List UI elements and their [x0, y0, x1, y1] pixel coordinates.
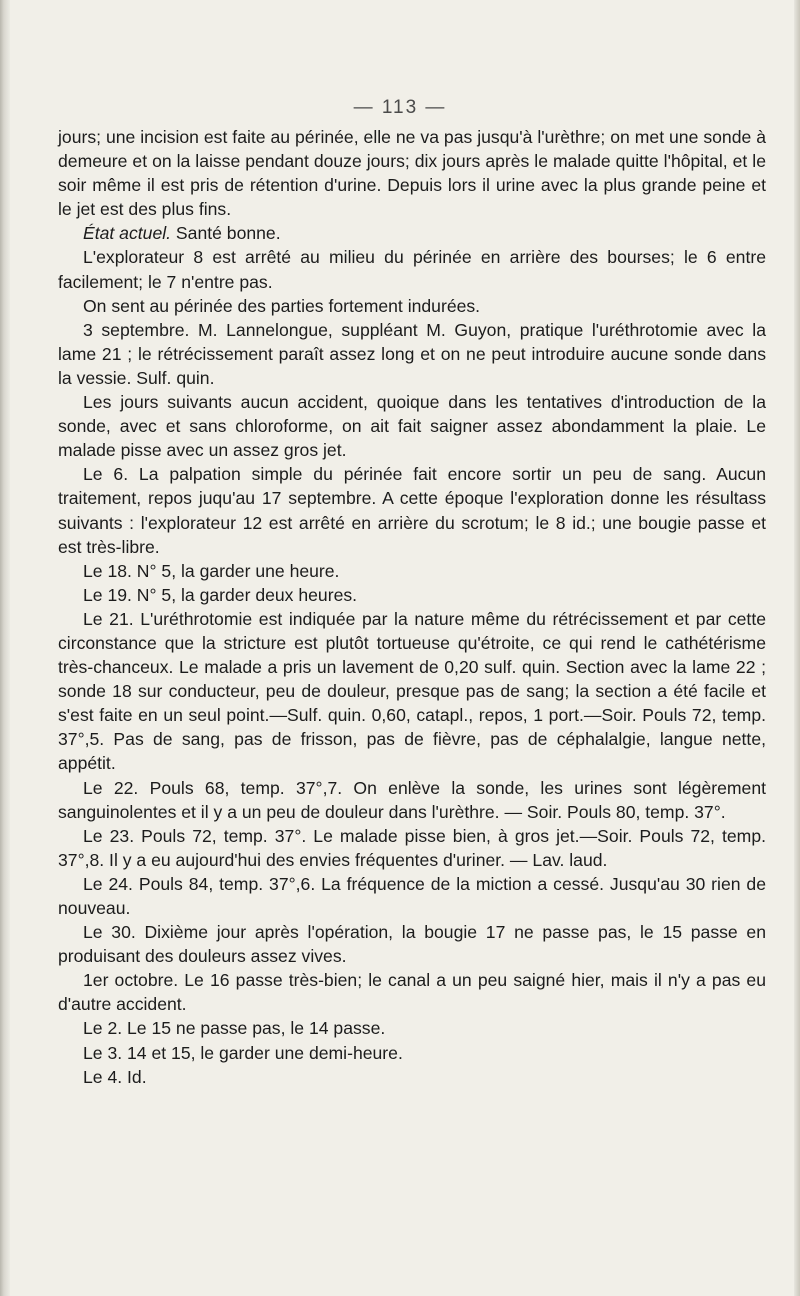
paragraph: Les jours suivants aucun accident, quoique dans les tentatives d'introduction de la sonde, avec et sans chloroforme, on ait fait saigner assez abondamment la plaie. Le malade pisse avec un assez gros jet.	[58, 392, 766, 461]
paragraph	[58, 221, 766, 245]
page-outer-edge	[794, 0, 800, 1296]
paragraph: Le 19. N° 5, la garder deux heures.	[83, 584, 358, 605]
paragraph: Le 2. Le 15 ne passe pas, le 14 passe.	[83, 1018, 386, 1039]
paragraph: 3 septembre. M. Lannelongue, suppléant M. Guyon, pratique l'uréthrotomie avec la lame 21 ; le rétrécissement paraît assez long et on ne peut introduire aucune sonde dans la vessie. Sulf. quin.	[58, 319, 766, 388]
paragraph: L'explorateur 8 est arrêté au milieu du périnée en arrière des bourses; le 6 entre facilement; le 7 n'entre pas.	[58, 247, 766, 292]
paragraph: Le 21. L'uréthrotomie est indiquée par la nature même du rétrécissement et par cette circonstance que la stricture est plutôt tortueuse qu'étroite, ce qui rend le cathétérisme très-chanceux. Le malade a pris un lavement de 0,20 sulf. quin. Section avec la lame 22 ; sonde 18 sur conducteur, peu de douleur, presque pas de sang; la section a été facile et s'est faite en un seul point.—Sulf. quin. 0,60, catapl., repos, 1 port.—Soir. Pouls 72, temp. 37°,5. Pas de sang, pas de frisson, pas de fièvre, pas de céphalalgie, langue nette, appétit.	[58, 608, 766, 774]
page-binding-edge	[0, 0, 10, 1296]
paragraph-text: Santé bonne.	[171, 223, 281, 244]
paragraph: Le 24. Pouls 84, temp. 37°,6. La fréquence de la miction a cessé. Jusqu'au 30 rien de nouveau.	[58, 873, 766, 918]
page-number: — 113 —	[353, 97, 447, 118]
paragraph: Le 4. Id.	[83, 1066, 147, 1087]
paragraph: On sent au périnée des parties fortement indurées.	[83, 295, 481, 316]
paragraph: jours; une incision est faite au périnée, elle ne va pas jusqu'à l'urèthre; on met une sonde à demeure et on la laisse pendant douze jours; dix jours après le malade quitte l'hôpital, et le soir même il est pris de rétention d'urine. Depuis lors il urine avec la plus grande peine et le jet est des plus fins.	[58, 127, 766, 220]
section-heading: État actuel.	[83, 223, 172, 244]
paragraph: Le 6. La palpation simple du périnée fait encore sortir un peu de sang. Aucun traitement, repos juqu'au 17 septembre. A cette époque l'exploration donne les résultass suivants : l'explorateur 12 est arrêté en arrière du scrotum; le 8 id.; une bougie passe et est très-libre.	[58, 464, 766, 557]
paragraph: Le 22. Pouls 68, temp. 37°,7. On enlève la sonde, les urines sont légèrement sanguinolentes et il y a un peu de douleur dans l'urèthre. — Soir. Pouls 80, temp. 37°.	[58, 777, 766, 822]
paragraph: Le 3. 14 et 15, le garder une demi-heure.	[83, 1042, 403, 1063]
body-text	[58, 125, 766, 1089]
paragraph: Le 30. Dixième jour après l'opération, la bougie 17 ne passe pas, le 15 passe en produisant des douleurs assez vives.	[58, 922, 766, 967]
paragraph: 1er octobre. Le 16 passe très-bien; le canal a un peu saigné hier, mais il n'y a pas eu d'autre accident.	[58, 970, 766, 1015]
paragraph: Le 23. Pouls 72, temp. 37°. Le malade pisse bien, à gros jet.—Soir. Pouls 72, temp. 37°,8. Il y a eu aujourd'hui des envies fréquentes d'uriner. — Lav. laud.	[58, 825, 766, 870]
paragraph: Le 18. N° 5, la garder une heure.	[83, 560, 340, 581]
